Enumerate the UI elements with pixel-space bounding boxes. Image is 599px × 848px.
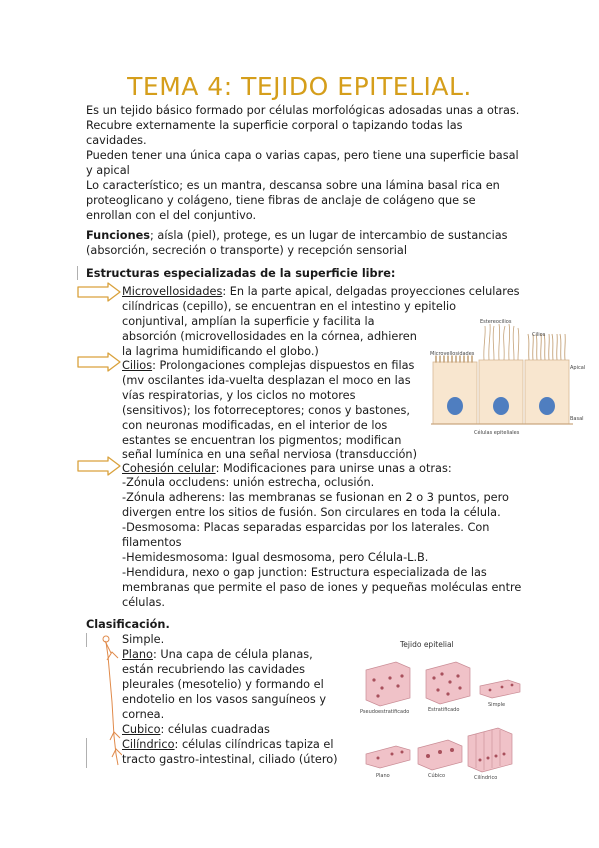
cohesion-term: Cohesión celular bbox=[122, 462, 216, 475]
cohesion-line: divergen entre los sitios de fusión. Son circulares en toda la célula. bbox=[122, 506, 501, 519]
plano-line: pleurales (mesotelio) y formando el bbox=[122, 678, 324, 691]
tissue-label: Simple bbox=[488, 702, 506, 708]
simple-line: Simple. bbox=[122, 633, 165, 646]
cell-surface-figure bbox=[428, 316, 588, 442]
section-bar bbox=[86, 738, 87, 768]
bracket-connector-icon bbox=[98, 632, 122, 772]
cohesion-line: células. bbox=[122, 596, 165, 609]
figure-label: Microvellosidades bbox=[430, 351, 475, 357]
cilios-line: (sensitivos); los fotorreceptores; conos y bastones, bbox=[122, 404, 410, 417]
clasificacion-heading: Clasificación. bbox=[86, 618, 170, 631]
tissue-label: Plano bbox=[376, 773, 390, 779]
cubico-term: Cubico bbox=[122, 723, 161, 736]
figure-label: Apical bbox=[570, 365, 586, 371]
page-title: TEMA 4: TEJIDO EPITELIAL. bbox=[127, 72, 472, 101]
micro-line: Microvellosidades: En la parte apical, delgadas proyecciones celulares bbox=[122, 285, 520, 298]
cilios-line: señal lumínica en una señal nerviosa (transducción) bbox=[122, 448, 418, 461]
cohesion-line: -Hendidura, nexo o gap junction: Estructura especializada de las bbox=[122, 566, 487, 579]
intro-line: Recubre externamente la superficie corporal o tapizando todas las bbox=[86, 119, 463, 132]
intro-line: proteoglicano y colágeno, tiene fibras de anclaje de colágeno que se bbox=[86, 194, 476, 207]
plano-line: cornea. bbox=[122, 708, 165, 721]
intro-line: y apical bbox=[86, 164, 130, 177]
cilios-line: con neuronas modificadas, en el interior de los bbox=[122, 419, 388, 432]
micro-line: conjuntival, amplían la superficie y facilita la bbox=[122, 315, 375, 328]
cohesion-line: -Zónula adherens: las membranas se fusionan en 2 o 3 puntos, pero bbox=[122, 491, 509, 504]
intro-line: Es un tejido básico formado por células morfológicas adosadas unas a otras. bbox=[86, 104, 520, 117]
cohesion-line: Cohesión celular: Modificaciones para unirse unas a otras: bbox=[122, 462, 452, 475]
plano-line: están recubriendo las cavidades bbox=[122, 663, 305, 676]
cohesion-line: -Zónula occludens: unión estrecha, oclusión. bbox=[122, 476, 375, 489]
tissue-label: Cúbico bbox=[428, 773, 446, 779]
intro-line: enrollan con el del conjuntivo. bbox=[86, 209, 257, 222]
tissue-label: Pseudoestratificado bbox=[360, 709, 410, 715]
plano-line: endotelio en los vasos sanguíneos y bbox=[122, 693, 327, 706]
arrow-right-icon bbox=[76, 456, 122, 476]
figure-title: Tejido epitelial bbox=[400, 640, 454, 649]
section-bar bbox=[86, 633, 87, 647]
arrow-right-icon bbox=[76, 282, 122, 302]
cohesion-line: membranas que permite el paso de iones y pequeñas moléculas entre bbox=[122, 581, 522, 594]
cohesion-line: -Hemidesmosoma: Igual desmosoma, pero Célula-L.B. bbox=[122, 551, 429, 564]
cilios-term: Cilios bbox=[122, 359, 153, 372]
funciones-line bbox=[86, 228, 508, 243]
tissue-label: Cilíndrico bbox=[474, 775, 498, 781]
figure-caption: Células epiteliales bbox=[474, 430, 520, 436]
tissue-label: Estratificado bbox=[428, 707, 460, 713]
intro-line: cavidades. bbox=[86, 134, 147, 147]
micro-line: absorción (microvellosidades en la córnea, adhieren bbox=[122, 330, 417, 343]
cubico-line: Cubico: células cuadradas bbox=[122, 723, 270, 736]
cilios-line: (mv oscilantes ida-vuelta desplazan el moco en las bbox=[122, 374, 411, 387]
cilios-line: vías respiratorias, y los ciclos no motores bbox=[122, 389, 356, 402]
plano-term: Plano bbox=[122, 648, 153, 661]
intro-line: Pueden tener una única capa o varias capas, pero tiene una superficie basal bbox=[86, 149, 519, 162]
cohesion-line: filamentos bbox=[122, 536, 182, 549]
funciones-label: Funciones bbox=[86, 229, 150, 242]
cohesion-line: -Desmosoma: Placas separadas esparcidas por los laterales. Con bbox=[122, 521, 490, 534]
plano-line: Plano: Una capa de célula planas, bbox=[122, 648, 313, 661]
arrow-right-icon bbox=[76, 352, 122, 372]
micro-line: la lagrima humidificando el globo.) bbox=[122, 345, 319, 358]
funciones-line: (absorción, secreción o transporte) y recepción sensorial bbox=[86, 244, 407, 257]
section-bar bbox=[77, 266, 78, 280]
estructuras-heading: Estructuras especializadas de la superficie libre: bbox=[86, 267, 396, 280]
cilindrico-line: Cilíndrico: células cilíndricas tapiza el bbox=[122, 738, 334, 751]
figure-label: Estereocilios bbox=[480, 319, 512, 325]
micro-term: Microvellosidades bbox=[122, 285, 223, 298]
micro-line: cilíndricas (cepillo), se encuentran en el intestino y epitelio bbox=[122, 300, 457, 313]
cilindrico-term: Cilíndrico bbox=[122, 738, 175, 751]
funciones-text: ; aísla (piel), protege, es un lugar de intercambio de sustancias bbox=[150, 229, 508, 242]
figure-label: Cilios bbox=[532, 332, 546, 338]
tejido-epitelial-figure bbox=[352, 636, 522, 784]
cilios-line: Cilios: Prolongaciones complejas dispuestos en filas bbox=[122, 359, 415, 372]
intro-line: Lo característico; es un mantra, descansa sobre una lámina basal rica en bbox=[86, 179, 500, 192]
figure-label: Basal bbox=[570, 416, 584, 422]
cilios-line: estantes se encuentran los pigmentos; modifican bbox=[122, 434, 402, 447]
cilindrico-line: tracto gastro-intestinal, ciliado (útero) bbox=[122, 753, 338, 766]
epithelial-cells-illustration bbox=[428, 316, 588, 442]
